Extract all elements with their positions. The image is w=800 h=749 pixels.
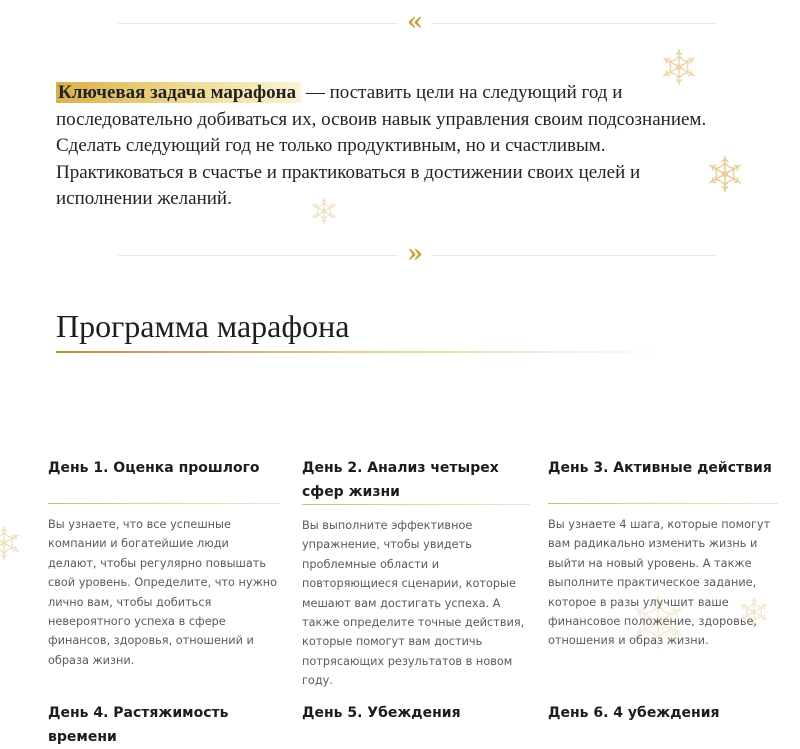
intro-paragraph — [56, 80, 736, 213]
day-title: День 3. Активные действия — [548, 460, 772, 476]
double-chevron-left-icon: « — [398, 11, 432, 35]
day-card-6 — [548, 701, 780, 725]
day-card-3 — [548, 456, 778, 651]
day-title: День 5. Убеждения — [302, 705, 461, 721]
day-title: День 4. Растяжимость времени — [48, 705, 229, 745]
day-title: День 1. Оценка прошлого — [48, 460, 260, 476]
double-chevron-right-icon: » — [398, 243, 432, 267]
snowflake-icon — [0, 525, 22, 561]
day-card-1 — [48, 456, 280, 670]
day-card-5 — [302, 701, 534, 725]
day-rule — [548, 503, 778, 504]
day-text: Вы узнаете 4 шага, которые помогут вам радикально изменить жизнь и выйти на новый уровень. А также выполните практическое задание, которое в разы улучшит ваше финансовое положение, здоровье, отношения и образ жизни. — [548, 518, 771, 648]
day-card-4 — [48, 701, 288, 749]
intro-highlight: Ключевая задача марафона — [56, 82, 301, 103]
intro-text: — поставить цели на следующий год и последовательно добиваться их, освоив навык управления своим подсознанием. Сделать следующий год не только продуктивным, но и счастливым. Практиковаться в счастье и практиковаться в достижении своих целей и исполнении желаний. — [56, 82, 707, 209]
day-card-2 — [302, 456, 530, 691]
day-rule — [48, 503, 280, 504]
day-text: Вы выполните эффективное упражнение, чтобы увидеть проблемные области и повторяющиеся сценарии, которые мешают вам достигать успеха. А также определите точные действия, которые помогут вам достичь потрясающих результатов в новом году. — [302, 519, 525, 688]
day-text: Вы узнаете, что все успешные компании и богатейшие люди делают, чтобы регулярно повышать свой уровень. Определите, что нужно лично вам, чтобы добиться невероятного успеха в сфере финансов, здоровья, отношений и образа жизни. — [48, 518, 278, 667]
section-title-underline — [56, 351, 666, 353]
day-title: День 6. 4 убеждения — [548, 705, 720, 721]
day-title: День 2. Анализ четырех сфер жизни — [302, 460, 499, 500]
day-rule — [302, 504, 530, 505]
section-title: Программа марафона — [56, 308, 350, 344]
